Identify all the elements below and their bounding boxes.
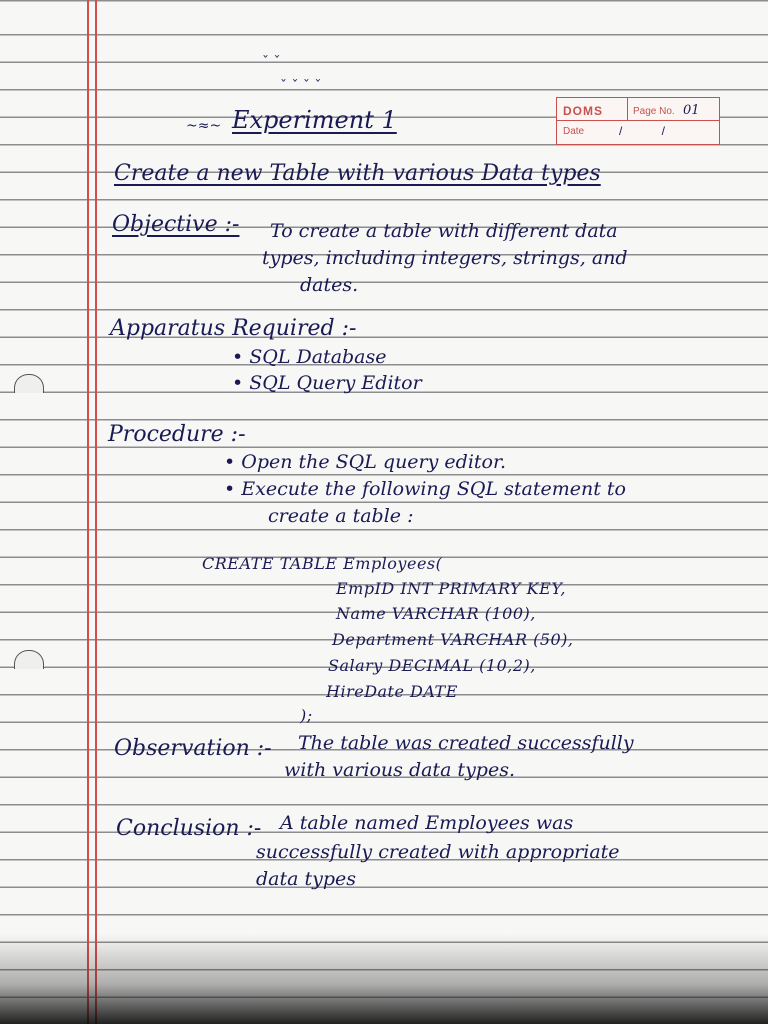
sql-code-line: CREATE TABLE Employees( [202, 554, 443, 573]
experiment-subtitle: Create a new Table with various Data types [114, 161, 601, 186]
experiment-title: Experiment 1 [232, 106, 397, 134]
date-value: / / [619, 124, 684, 138]
conclusion-label: Conclusion :- [116, 816, 262, 841]
margin-line-left-inner [95, 0, 97, 1024]
objective-line: types, including integers, strings, and [262, 247, 628, 269]
page-no-label: Page No. [633, 106, 675, 117]
date-label: Date [563, 126, 585, 137]
decorative-flourish: ˇ ˇ [262, 54, 281, 70]
observation-line: The table was created successfully [298, 732, 634, 754]
page-info-box [556, 97, 720, 145]
observation-line: with various data types. [284, 759, 515, 781]
decorative-flourish: ˇ ˇ ˇ ˇ [280, 78, 322, 94]
margin-line-left [87, 0, 89, 1024]
conclusion-line: successfully created with appropriate [256, 841, 620, 863]
objective-line: dates. [300, 274, 359, 296]
procedure-line: create a table : [268, 505, 414, 527]
apparatus-item: • SQL Query Editor [232, 372, 422, 394]
conclusion-line: data types [256, 868, 357, 890]
observation-label: Observation :- [114, 736, 272, 761]
binder-hole-top [14, 374, 44, 393]
page-shadow [0, 934, 768, 1024]
procedure-label: Procedure :- [108, 422, 246, 447]
apparatus-label: Apparatus Required :- [110, 316, 357, 341]
page-no-value: 01 [683, 103, 700, 118]
binder-hole-bottom [14, 650, 44, 669]
sql-code-line: Department VARCHAR (50), [332, 630, 574, 649]
brand-logo: DOMS [563, 104, 603, 118]
procedure-line: • Open the SQL query editor. [224, 451, 507, 473]
objective-label: Objective :- [112, 212, 240, 237]
procedure-line: • Execute the following SQL statement to [224, 478, 626, 500]
sql-code-line: ); [300, 706, 313, 725]
sql-code-line: EmpID INT PRIMARY KEY, [336, 579, 566, 598]
sql-code-line: Salary DECIMAL (10,2), [328, 656, 536, 675]
apparatus-item: • SQL Database [232, 346, 387, 368]
objective-line: To create a table with different data [270, 220, 618, 242]
conclusion-line: A table named Employees was [280, 812, 574, 834]
sql-code-line: HireDate DATE [326, 682, 458, 701]
sql-code-line: Name VARCHAR (100), [336, 604, 536, 623]
decorative-flourish: ~≈~ [186, 118, 222, 134]
